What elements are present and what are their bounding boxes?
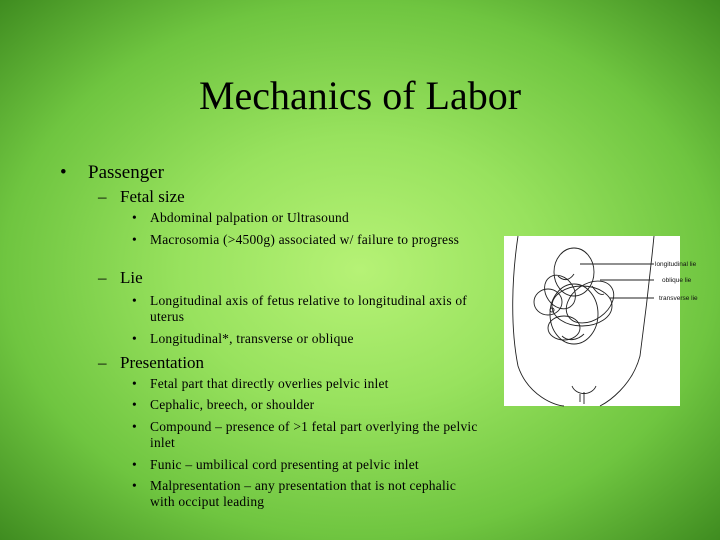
detail-item bbox=[132, 397, 490, 413]
subbullet-text: Fetal size bbox=[120, 187, 185, 206]
detail-text: Fetal part that directly overlies pelvic inlet bbox=[150, 376, 389, 391]
label-oblique-lie: oblique lie bbox=[662, 277, 692, 284]
fetal-lie-illustration bbox=[504, 236, 698, 406]
bullet-marker: • bbox=[132, 478, 137, 493]
detail-item bbox=[132, 478, 460, 510]
detail-item bbox=[132, 232, 460, 248]
label-longitudinal-lie: longitudinal lie bbox=[655, 261, 697, 268]
subbullet-text: Lie bbox=[120, 268, 143, 287]
bullet-marker: • bbox=[132, 419, 137, 434]
bullet-marker: • bbox=[60, 162, 67, 183]
detail-text: Macrosomia (>4500g) associated w/ failure to progress bbox=[150, 232, 460, 247]
detail-item bbox=[132, 457, 490, 473]
bullet-marker: • bbox=[132, 457, 137, 472]
detail-item bbox=[132, 419, 490, 451]
detail-text: Longitudinal axis of fetus relative to longitudinal axis of uterus bbox=[150, 293, 467, 324]
bullet-text: Passenger bbox=[88, 162, 164, 183]
detail-text: Compound – presence of >1 fetal part overlying the pelvic inlet bbox=[150, 419, 478, 450]
detail-text: Funic – umbilical cord presenting at pelvic inlet bbox=[150, 457, 419, 472]
detail-item bbox=[132, 376, 490, 392]
dash-marker: – bbox=[98, 353, 107, 372]
detail-item bbox=[132, 331, 490, 347]
subbullet-presentation bbox=[98, 353, 204, 373]
dash-marker: – bbox=[98, 187, 107, 206]
bullet-marker: • bbox=[132, 376, 137, 391]
bullet-marker: • bbox=[132, 397, 137, 412]
bullet-marker: • bbox=[132, 293, 137, 308]
slide-title: Mechanics of Labor bbox=[198, 73, 522, 118]
dash-marker: – bbox=[98, 268, 107, 287]
detail-item bbox=[132, 293, 485, 325]
bullet-marker: • bbox=[132, 210, 137, 225]
detail-text: Malpresentation – any presentation that is not cephalic with occiput leading bbox=[150, 478, 457, 509]
detail-text: Longitudinal*, transverse or oblique bbox=[150, 331, 354, 346]
subbullet-fetal-size bbox=[98, 187, 185, 207]
bullet-marker: • bbox=[132, 331, 137, 346]
detail-text: Abdominal palpation or Ultrasound bbox=[150, 210, 349, 225]
fetal-lie-diagram bbox=[504, 236, 698, 406]
subbullet-text: Presentation bbox=[120, 353, 205, 372]
label-transverse-lie: transverse lie bbox=[659, 295, 698, 302]
detail-item bbox=[132, 210, 490, 226]
bullet-passenger bbox=[60, 162, 164, 184]
bullet-marker: • bbox=[132, 232, 137, 247]
subbullet-lie bbox=[98, 268, 143, 288]
detail-text: Cephalic, breech, or shoulder bbox=[150, 397, 315, 412]
